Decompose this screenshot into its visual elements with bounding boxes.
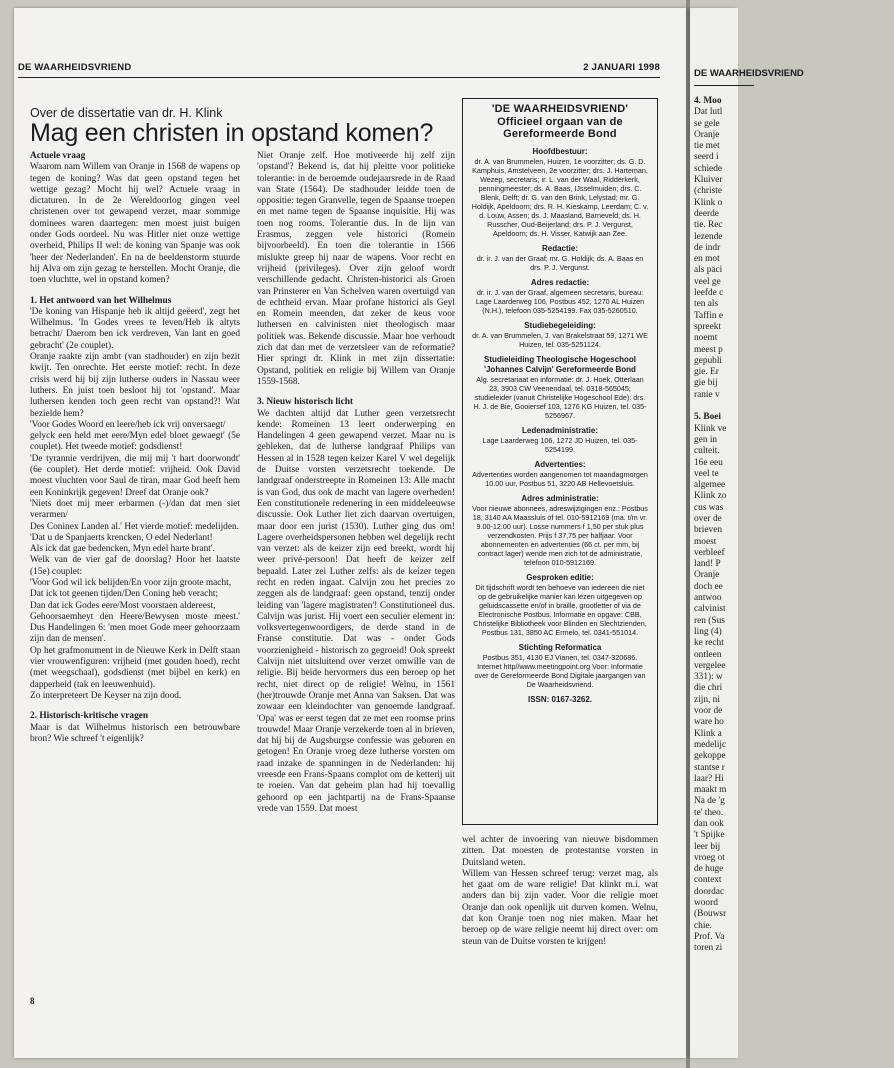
paragraph: Waarom nam Willem van Oranje in 1568 de wapens op tegen de koning? Was dat geen opstand tegen het wettige gezag? Mocht hij wel? Actuele vraag in dictaturen. In de 2e Wereldoorlog gingen veel christenen over tot gewapend verzet, maar sommige dominees waren daartegen: men moest juist buigen onder Gods oordeel. Nu was Hitler niet onze wettige overheid, Philips II wel: de koning van Spanje was ook 'heer der Nederlanden'. En na de beeldenstorm stuurde hij Alva om zijn gezag te herstellen. Mocht Oranje, die toen vluchtte, wel in opstand komen? — [30, 162, 240, 286]
text-line: gekoppe — [694, 751, 726, 762]
text-line: ware ho — [694, 717, 724, 728]
text-line: antwoo — [694, 593, 722, 604]
paragraph: Op het grafmonument in de Nieuwe Kerk in Delft staan vier vrouwenfiguren: vrijheid (met gouden hoed), recht (met weegschaal), godsdienst (met bijbel en kerk) en dapperheid (tak en leeuwenhuid). — [30, 645, 240, 690]
text-line: ke recht — [694, 638, 724, 649]
text-line: ranie v — [694, 389, 720, 400]
issn: ISSN: 0167-3262. — [527, 694, 593, 704]
text-line: tie met — [694, 141, 720, 152]
text-line: gie. Er — [694, 367, 719, 378]
colophon-heading: Adres administratie: — [521, 493, 599, 503]
running-header — [18, 60, 660, 76]
section-heading: Actuele vraag — [30, 151, 86, 161]
text-line: gen in — [694, 434, 718, 445]
text-line: culteit. — [694, 446, 720, 457]
colophon-subtitle: Officieel orgaan van de — [497, 115, 623, 128]
paragraph: 'De koning van Hispanje heb ik altijd geëerd', zegt het Wilhelmus. 'In Godes vrees te leven/Heb ik altyts betracht/ Daerom ben ick verdreven, Van lant en goed gebracht' (2e couplet). — [30, 306, 240, 351]
colophon-heading: Hoofdbestuur: — [532, 146, 588, 156]
colophon-text: Alg. secretariaat en informatie: dr. J. Hoek, Otterlaan 23, 3903 CW Veenendaal, tel. 0318-565045; studieleider (vanuit Christelijke Hogeschool Ede): drs. H. J. de Bie, Gooiersef 103, 1276 KG Huizen, tel. 035-5256967. — [473, 374, 647, 420]
text-line: deerde — [694, 208, 719, 219]
paragraph: Niet Oranje zelf. Hoe motiveerde hij zelf zijn 'opstand'? Bekend is, dat hij pleitte voor politieke tolerantie: in de beroemde oudejaarsrede in de Raad van State (1564). De stadhouder leidde toen de oppositie: tegen Granvelle, tegen de Spaanse troepen en met name tegen de Spaanse inquisitie. Hij was toen nog rooms. Tolerantie dus. In de lijn van Erasmus, zeggen vele historici (Romein bijvoorbeeld). En toen die tolerantie in 1566 mislukte greep hij naar de wapens. Voor recht en vrijheid (privileges). Over zijn geloof wordt verschillende gedacht. Christen-historici als Groen van Prinsterer en Van Schelven waren overtuigd van de echtheid ervan. Maar profane historici als Geyl en Romein meenden, dat zeker de keus voor luthersen en calvinisten niet theologisch maar politiek was. Bekende discussie. Maar hoe verhoudt zich dat dan met de verzetsleer van de reformatie? Hier springt dr. Klink in met zijn dissertatie: Opstand, politiek en religie bij Willem van Oranje 1559-1568. — [257, 151, 455, 387]
text-line: gie bij — [694, 378, 718, 389]
text-line: voor de — [694, 706, 723, 717]
paragraph: Dat ick tot geenen tijden/Den Coning heb veracht; — [30, 589, 219, 600]
text-line: vroeg ot — [694, 852, 725, 863]
text-line: chie. — [694, 920, 712, 931]
colophon-sections — [471, 147, 649, 689]
colophon-text: dr. A. van Brummelen, J. van Brakelstraat 59, 1271 WE Huizen, tel. 035-5251124. — [472, 330, 648, 349]
text-line: ling (4) — [694, 626, 722, 637]
text-line: Dat lutl — [694, 107, 723, 118]
colophon-text: Postbus 351, 4130 EJ Vianen, tel. 0347-320686. Internet http//www.meetingpoint.org Voor: Informatie over de Gereformeerde Bond Digitale jaargangen van De Waarheidsvriend. — [474, 652, 646, 689]
paragraph: 'Voor God wil ick belijden/En voor zijn groote macht, — [30, 577, 232, 588]
text-line: 331): w — [694, 672, 723, 683]
text-line: Na de 'g — [694, 796, 725, 807]
colophon-heading: Gesproken editie: — [526, 572, 594, 582]
text-line: veel te — [694, 468, 719, 479]
text-line: Klink a — [694, 728, 722, 739]
text-line: doch ee — [694, 581, 723, 592]
colophon-text: Advertenties worden aangenomen tot maandagmorgen 10.00 uur, Postbus 51, 3220 AB Hellevoetsluis. — [472, 469, 648, 488]
text-line: Oranje — [694, 129, 720, 140]
paragraph: 'Dat u de Spanjaerts krencken, O edel Nederlant! — [30, 532, 213, 543]
colophon-text: dr. ir. J. van der Graaf, algemeen secretaris, bureau: Lage Laarderweg 106, Postbus 452, 1270 AL Huizen (N.H.), telefoon 035-5254199. Fax 035-5260510. — [475, 287, 645, 315]
text-line: (christe — [694, 186, 723, 197]
paragraph: Gehoorsaemheyt den Heere/Bewysen moste meest.' Dus Handelingen 6: 'men moet Gode meer gehoorzaam zijn dan de mensen'. — [30, 611, 240, 645]
text-line: Klink o — [694, 197, 723, 208]
colophon-section — [471, 494, 649, 567]
section-heading: 4. Moo — [694, 96, 722, 106]
text-line: Taffin e — [694, 310, 724, 321]
paragraph: We dachten altijd dat Luther geen verzetsrecht kende: Romeinen 13 leert onderwerping en Handelingen 4 geen gewapend verzet. Maar nu is gebleken, dat de lutherse landgraaf Philips van Hessen al in 1528 tegen keizer Karel V wel degelijk de Duitse vorsten verzetsrecht toekende. De landgraaf onderstreepte in Romeinen 13: Alle macht is van God, dus ook de macht van lagere overheden! Een constitutionele redenering in een middeleeuwse discussie. Ook Luther liet zich daarvan overtuigen, maar door een jurist (1530). Luther ging dus om! Lagere overheidspersonen hebben wel degelijk recht van verzet: als de keizer zijn eed breekt, wordt hij weer privé-persoon! Dat heeft de keizer zelf bepaald. Later zei Luther zelfs: als de keizer tegen recht en reden ingaat. Calvijn zou het precies zo zeggen als de landgraaf: geen opstand, tenzij onder leiding van 'lagere magistraten'! Constitutioneel dus. Calvijn was jurist. Hij voert een seculier element in: volksvertegenwoordigers, de derde stand in de Franse constitutie. Dat was - onder Gods voorzienigheid - historisch zo gegroeid! Ook spreekt Calvijn niet uitsluitend over verzet omwille van de religie. Bij beide hervormers dus een beroep op het recht, niet direct op de religie! Welnu, in 1561 (her)trouwde Oranje met Anna van Saksen. Dat was zowaar een kleindochter van genoemde landgraaf. 'Opa' was er eerst tegen dat ze met een roomse prins trouwde! Maar Oranje verzekerde toen al in brieven, dat hij bij de Augsburgse confessie was geboren en getogen! En Oranje vroeg deze lutherse vorsten om raad inzake de spanningen in de Nederlanden: hij vreesde een Frans-Spaans complot om de ketterij uit te roeien. Van dat geheim plan had hij toevallig gehoord op een jachtpartij na de Frans-Spaanse vrede van 1559. Dat moest — [257, 408, 455, 814]
paragraph: Oranje raakte zijn ambt (van stadhouder) en zijn bezit kwijt. Ten onrechte. Het eerste motief: recht. In deze crisis werd hij bij zijn lutherse ouders in Nassau weer luthers. En juist toen besloot hij tot 'opstand'. Maar luthersen kenden toch geen recht van opstand?! Wat bezielde hem? — [30, 352, 240, 419]
text-line: leer bij — [694, 841, 721, 852]
text-line: de huge — [694, 864, 724, 875]
text-line: laar? Hi — [694, 773, 724, 784]
text-line: maakt m — [694, 785, 727, 796]
colophon-heading: Advertenties: — [534, 459, 586, 469]
text-line: doordac — [694, 886, 725, 897]
text-line: Oranje — [694, 570, 720, 581]
text-line: schiede — [694, 163, 723, 174]
colophon-heading: Studiebegeleiding: — [524, 320, 596, 330]
text-line: ren (Sus — [694, 615, 725, 626]
text-line: woord — [694, 898, 718, 909]
text-line — [694, 401, 894, 412]
text-line: en mot — [694, 254, 720, 265]
colophon-heading: Ledenadministratie: — [521, 425, 598, 435]
article-title: Mag een christen in opstand komen? — [30, 119, 434, 147]
colophon-text: Dit tijdschrift wordt ten behoeve van iedereen die niet op de gebruikelijke manier kan lezen uitgegeven op geluidscassette en/of in braille, grootletter of via de Electronische Postbus. Informatie en opgave: CBB, Christelijke Bibliotheek voor Blinden en Slechtzienden, Postbus 131, 3850 AC Ermelo, tel. 0341-551014. — [473, 582, 647, 637]
text-line: Klink ve — [694, 423, 727, 434]
text-line: over de — [694, 513, 722, 524]
colophon-subtitle-2: Gereformeerde Bond — [503, 128, 617, 140]
text-line: leefde c — [694, 288, 724, 299]
adjacent-page-header: DE WAARHEIDSVRIEND — [694, 68, 804, 79]
colophon-text: Lage Laarderweg 106, 1272 JD Huizen, tel. 035-5254199. — [482, 435, 638, 454]
paragraph: 'Niets doet mij meer erbarmen (-)/dan dat men siet verarmen/ — [30, 498, 240, 521]
text-line: 16e eeu — [694, 457, 723, 468]
text-line: Klink zo — [694, 491, 727, 502]
paragraph: Als ick dat gae bedencken, Myn edel harte brant'. — [30, 544, 215, 555]
text-line: medelijc — [694, 739, 727, 750]
paragraph: Zo interpreteert De Keyser na zijn dood. — [30, 690, 182, 701]
text-line: te' theo. — [694, 807, 724, 818]
colophon-box — [462, 98, 658, 825]
paragraph: Des Coninex Landen al.' Het vierde motief: medelijden. — [30, 521, 239, 532]
colophon-section — [471, 643, 649, 689]
section-heading: 1. Het antwoord van het Wilhelmus — [30, 295, 172, 306]
colophon-section — [471, 426, 649, 454]
text-line: zijn, ni — [694, 694, 720, 705]
section-heading: 2. Historisch-kritische vragen — [30, 711, 149, 722]
publication-name: DE WAARHEIDSVRIEND — [18, 62, 132, 73]
text-line: dan ook — [694, 819, 724, 829]
page-number: 8 — [30, 996, 35, 1006]
colophon-section — [471, 147, 649, 238]
text-line: tie. Rec — [694, 220, 723, 231]
text-line: die chri — [694, 683, 723, 694]
colophon-heading: Stichting Reformatica — [518, 642, 602, 652]
text-line: se gele — [694, 118, 720, 129]
section-heading: 3. Nieuw historisch licht — [257, 397, 354, 408]
text-line: Kluiver — [694, 175, 723, 186]
colophon-text: Voor nieuwe abonnees, adreswijzigingen enz.: Postbus 18, 3140 AA Maassluis of tel. 010-5912169 (ma. t/m vr. 9.00-12.00 uur). Losse nummers f 1,50 per stuk plus verzendkosten. Prijs f 37,75 per halfjaar. Voor abonnementen en advertenties (66 ct. per mm, bij contract lager) wende men zich tot de administratie, telefoon 010-5912169. — [472, 503, 648, 567]
text-line: spreekt — [694, 321, 721, 332]
paragraph: Dan dat ick Godes eere/Most voorstaen aldereest, — [30, 600, 216, 611]
article-kicker: Over de dissertatie van dr. H. Klink — [30, 106, 223, 120]
article-column-1 — [30, 151, 240, 745]
text-line: noemt — [694, 333, 718, 344]
colophon-section — [471, 355, 649, 420]
text-line: verbleef — [694, 547, 725, 558]
paragraph: 'Voor Godes Woord en leere/heb ick vrij onversaegt/ — [30, 419, 226, 430]
text-line: calvinist — [694, 604, 726, 615]
header-rule — [18, 77, 660, 78]
colophon-heading: Redactie: — [541, 243, 578, 253]
paragraph: Welk van de vier gaf de doorslag? Hoor het laatste (15e) couplet: — [30, 555, 240, 577]
text-line: gepubli — [694, 355, 723, 366]
colophon-section — [471, 278, 649, 315]
text-line: 't Spijke — [694, 830, 725, 841]
article-column-3 — [462, 835, 658, 948]
colophon-section — [471, 321, 649, 349]
text-line: land! P — [694, 559, 721, 570]
text-line: als paci — [694, 265, 723, 276]
paragraph: gelyck een held met eere/Myn edel bloet gewaegt' (5e couplet). Het tweede motief: godsdienst! — [30, 431, 240, 453]
text-line: algemee — [694, 480, 726, 491]
text-line: Prof. Va — [694, 931, 725, 942]
text-line: de indr — [694, 242, 721, 253]
text-line: lezende — [694, 231, 723, 242]
adjacent-page-text — [694, 96, 894, 955]
adjacent-page — [690, 8, 804, 1058]
colophon-title: 'DE WAARHEIDSVRIEND' — [491, 103, 629, 115]
colophon-heading: Adres redactie: — [530, 277, 590, 287]
issue-date: 2 JANUARI 1998 — [583, 62, 660, 73]
text-line: (Bouwsr — [694, 909, 727, 920]
paragraph: wel achter de invoering van nieuwe bisdommen zitten. Dat moesten de protestantse vorsten in Duitsland weten. — [462, 835, 658, 868]
text-line: brieven — [694, 525, 723, 536]
colophon-section — [471, 460, 649, 488]
text-line: veel ge — [694, 276, 721, 287]
article-column-2 — [257, 151, 455, 815]
colophon-section — [471, 244, 649, 272]
paragraph: Willem van Hessen schreef terug: verzet mag, als het gaat om de ware religie! Dat klinkt m.i. wat anders dan bij zijn vader. Voor die religie moet Oranje dan ook openlijk uit durven komen. Welnu, dat kon Oranje toen nog niet maken. Maar het beroep op de ware religie neemt hij direct over: om steun van de Duitse vorsten te krijgen! — [462, 868, 658, 947]
paragraph: Maar is dat Wilhelmus historisch een betrouwbare bron? Wie schreef 't eigenlijk? — [30, 722, 240, 744]
colophon-heading: Studieleiding Theologische Hogeschool 'Johannes Calvijn' Gereformeerde Bond — [483, 354, 636, 374]
colophon-text: dr. A. van Brummelen, Huizen, 1e voorzitter; ds. G. D. Kamphuis, Amstelveen, 2e voorzitter; drs. J. Harteman, Wezep, secretaris; ir. L. van der Waal, Ridderkerk, penningmeester; ds. A. Baas, IJsselmuiden; drs. C. Blenk, Delft; dr. G. van den Brink, Lelystad; mr. G. Holdijk, Apeldoorn; drs. R. H. Kieskamp, Leerdam; C. v. d. Louw, Assen; ds. J. Maasland, Barneveld; ds. H. Russcher, Oud-Beijerland; drs. P. J. Vergunst, Apeldoorn; ds. H. Visser, Katwijk aan Zee. — [471, 156, 649, 238]
paragraph: 'De tyrannie verdrijven, die mij mij 't hart doorwondt' (6e couplet). Het derde motief: vrijheid. Ook David moest vluchten voor Saul de tiran, maar God heeft hem een Koninkrijk gegeven! Dreef dat Oranje ook? — [30, 453, 240, 498]
section-heading: 5. Boei — [694, 412, 721, 423]
text-line: cus was — [694, 502, 724, 513]
text-line: ontleen — [694, 649, 722, 660]
colophon-section — [471, 573, 649, 637]
text-line: toren zi — [694, 943, 723, 954]
colophon-text: dr. ir. J. van der Graaf; mr. G. Holdijk; ds. A. Baas en drs. P. J. Vergunst. — [476, 253, 644, 272]
adjacent-header-rule — [694, 85, 754, 86]
text-line: stantse r — [694, 762, 725, 773]
text-line: ten als — [694, 299, 719, 310]
text-line: moest — [694, 536, 717, 547]
text-line: seerd i — [694, 152, 719, 163]
text-line: meest p — [694, 344, 723, 355]
text-line: vergelee — [694, 660, 726, 671]
text-line: context — [694, 875, 722, 886]
